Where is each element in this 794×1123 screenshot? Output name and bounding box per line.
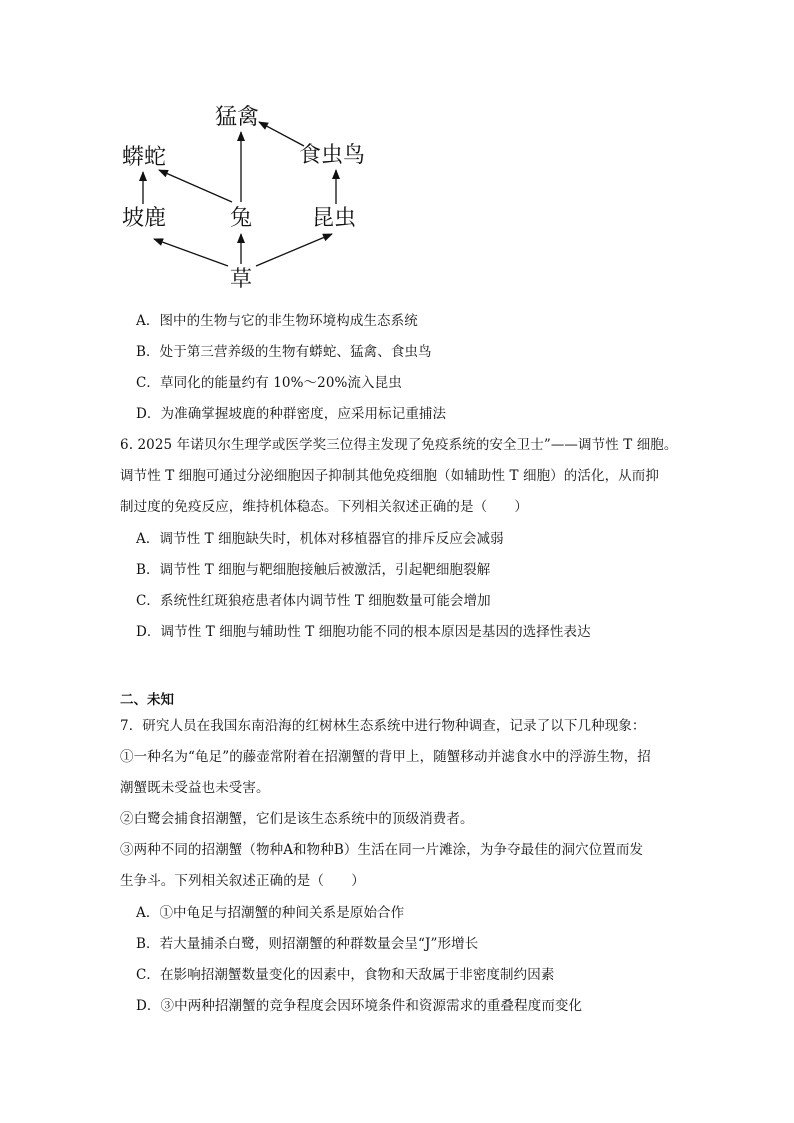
q7-option-d: D．③中两种招潮蟹的竞争程度会因环境条件和资源需求的重叠程度而变化 [136, 998, 583, 1014]
q7-stem-line-4: ②白鹭会捕食招潮蟹，它们是该生态系统中的顶级消费者。 [120, 811, 474, 827]
q7-stem-line-2: ①一种名为“龟足”的藤壶常附着在招潮蟹的背甲上，随蟹移动并滤食水中的浮游生物，招 [120, 749, 651, 765]
q5-option-b: B．处于第三营养级的生物有蟒蛇、猛禽、食虫鸟 [136, 344, 432, 360]
q6-stem-line-2: 调节性 T 细胞可通过分泌细胞因子抑制其他免疫细胞（如辅助性 T 细胞）的活化，从而抑 [120, 468, 659, 484]
section-title: 二、未知 [120, 692, 174, 708]
q5-option-d: D．为准确掌握坡鹿的种群密度，应采用标记重捕法 [136, 406, 447, 422]
q6-option-d: D．调节性 T 细胞与辅助性 T 细胞功能不同的根本原因是基因的选择性表达 [136, 624, 591, 640]
q7-stem-line-5: ③两种不同的招潮蟹（物种A和物种B）生活在同一片滩涂，为争夺最佳的洞穴位置而发 [120, 842, 644, 858]
food-web-diagram [110, 98, 390, 298]
q7-option-c: C．在影响招潮蟹数量变化的因素中，食物和天敌属于非密度制约因素 [136, 967, 555, 983]
q7-stem-line-3: 潮蟹既未受益也未受害。 [120, 780, 270, 796]
node-insectivorous-bird: 食虫鸟 [299, 143, 366, 168]
arrow-grass-to-deer [154, 239, 228, 266]
arrow-bird-to-raptor [259, 122, 304, 146]
q6-stem-line-3: 制过度的免疫反应，维持机体稳态。下列相关叙述正确的是（ ） [120, 499, 528, 515]
node-python: 蟒蛇 [122, 145, 167, 170]
node-grass: 草 [230, 267, 253, 292]
node-raptor: 猛禽 [215, 105, 260, 130]
arrow-grass-to-insect [256, 234, 332, 266]
q7-option-b: B．若大量捕杀白鹭，则招潮蟹的种群数量会呈“J”形增长 [136, 936, 479, 952]
node-insect: 昆虫 [312, 206, 357, 231]
q6-option-c: C．系统性红斑狼疮患者体内调节性 T 细胞数量可能会增加 [136, 593, 491, 609]
q7-stem-line-1: 7．研究人员在我国东南沿海的红树林生态系统中进行物种调查，记录了以下几种现象： [120, 718, 646, 734]
q5-option-a: A．图中的生物与它的非生物环境构成生态系统 [136, 313, 418, 329]
arrow-rabbit-to-python [159, 170, 232, 202]
q5-option-c: C．草同化的能量约有 10%～20%流入昆虫 [136, 375, 402, 391]
node-water-deer: 坡鹿 [122, 206, 167, 231]
q6-stem-line-1: 6. 2025 年诺贝尔生理学或医学奖三位得主发现了免疫系统的安全卫士”——调节性 T 细胞。 [120, 437, 678, 453]
node-rabbit: 兔 [230, 206, 253, 231]
q6-option-a: A．调节性 T 细胞缺失时，机体对移植器官的排斥反应会减弱 [136, 531, 504, 547]
q7-stem-line-6: 生争斗。下列相关叙述正确的是（ ） [120, 873, 365, 889]
q7-option-a: A．①中龟足与招潮蟹的种间关系是原始合作 [136, 905, 405, 921]
q6-option-b: B．调节性 T 细胞与靶细胞接触后被激活，引起靶细胞裂解 [136, 562, 491, 578]
